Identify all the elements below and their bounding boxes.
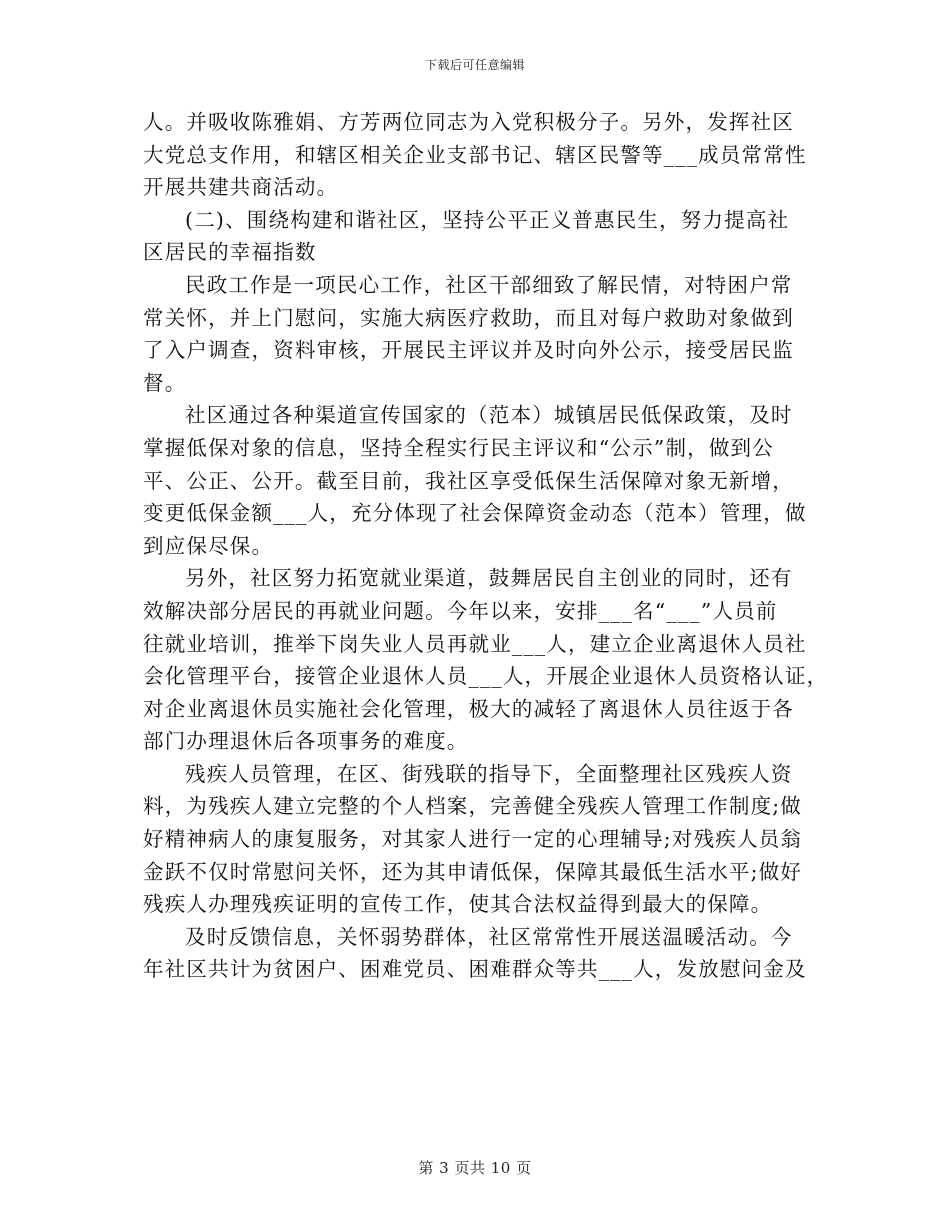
- text-line: 区居民的幸福指数: [143, 240, 317, 265]
- text-line: 对企业离退休员实施社会化管理，极大的减轻了离退休人员往返于各: [143, 696, 794, 721]
- text-line: 督。: [143, 370, 187, 395]
- text-line: 社区通过各种渠道宣传国家的（范本）城镇居民低保政策，及时: [185, 403, 793, 428]
- paragraph: [143, 269, 813, 399]
- text-line: 残疾人员管理，在区、街残联的指导下，全面整理社区残疾人资: [185, 761, 793, 786]
- paragraph: [143, 921, 813, 986]
- text-line: 到应保尽保。: [143, 533, 274, 558]
- text-line: 常关怀，并上门慰问，实施大病医疗救助，而且对每户救助对象做到: [143, 305, 794, 330]
- page-header: 下载后可任意编辑: [424, 58, 525, 72]
- document-body: [143, 106, 829, 986]
- text-line: 开展共建共商活动。: [143, 175, 339, 200]
- text-line: 及时反馈信息，关怀弱势群体，社区常常性开展送温暖活动。今: [185, 924, 793, 949]
- paragraph: [143, 106, 813, 204]
- text-line: 残疾人办理残疾证明的宣传工作，使其合法权益得到最大的保障。: [143, 892, 773, 917]
- text-line: 大党总支作用，和辖区相关企业支部书记、辖区民警等___成员常常性: [143, 142, 807, 167]
- text-line: 年社区共计为贫困户、困难党员、困难群众等共___人，发放慰问金及: [143, 957, 807, 982]
- paragraph: [143, 399, 813, 562]
- text-line: 人。并吸收陈雅娟、方芳两位同志为入党积极分子。另外，发挥社区: [143, 110, 794, 134]
- text-line: (二)、围绕构建和谐社区，坚持公平正义普惠民生，努力提高社: [185, 207, 790, 232]
- section-heading: [143, 204, 813, 269]
- text-line: 变更低保金额___人，充分体现了社会保障资金动态（范本）管理，做: [143, 501, 807, 526]
- text-line: 掌握低保对象的信息，坚持全程实行民主评议和“公示”制，做到公: [143, 435, 774, 460]
- text-line: 另外，社区努力拓宽就业渠道，鼓舞居民自主创业的同时，还有: [185, 566, 793, 591]
- paragraph: [143, 562, 829, 758]
- text-line: 民政工作是一项民心工作，社区干部细致了解民情，对特困户常: [185, 272, 793, 297]
- text-line: 金跃不仅时常慰问关怀，还为其申请低保，保障其最低生活水平;做好: [143, 859, 803, 884]
- text-line: 料，为残疾人建立完整的个人档案，完善健全残疾人管理工作制度;做: [143, 794, 803, 819]
- text-line: 会化管理平台，接管企业退休人员___人，开展企业退休人员资格认证，: [143, 664, 829, 689]
- text-line: 往就业培训，推举下岗失业人员再就业___人，建立企业离退休人员社: [143, 631, 807, 656]
- page-footer: 第 3 页共 10 页: [418, 1159, 532, 1177]
- text-line: 平、公正、公开。截至目前，我社区享受低保生活保障对象无新增，: [143, 468, 794, 493]
- text-line: 了入户调查，资料审核，开展民主评议并及时向外公示，接受居民监: [143, 338, 794, 363]
- text-line: 效解决部分居民的再就业问题。今年以来，安排___名“___”人员前: [143, 598, 778, 623]
- text-line: 部门办理退休后各项事务的难度。: [143, 729, 469, 754]
- text-line: 好精神病人的康复服务，对其家人进行一定的心理辅导;对残疾人员翁: [143, 827, 803, 852]
- paragraph: [143, 758, 813, 921]
